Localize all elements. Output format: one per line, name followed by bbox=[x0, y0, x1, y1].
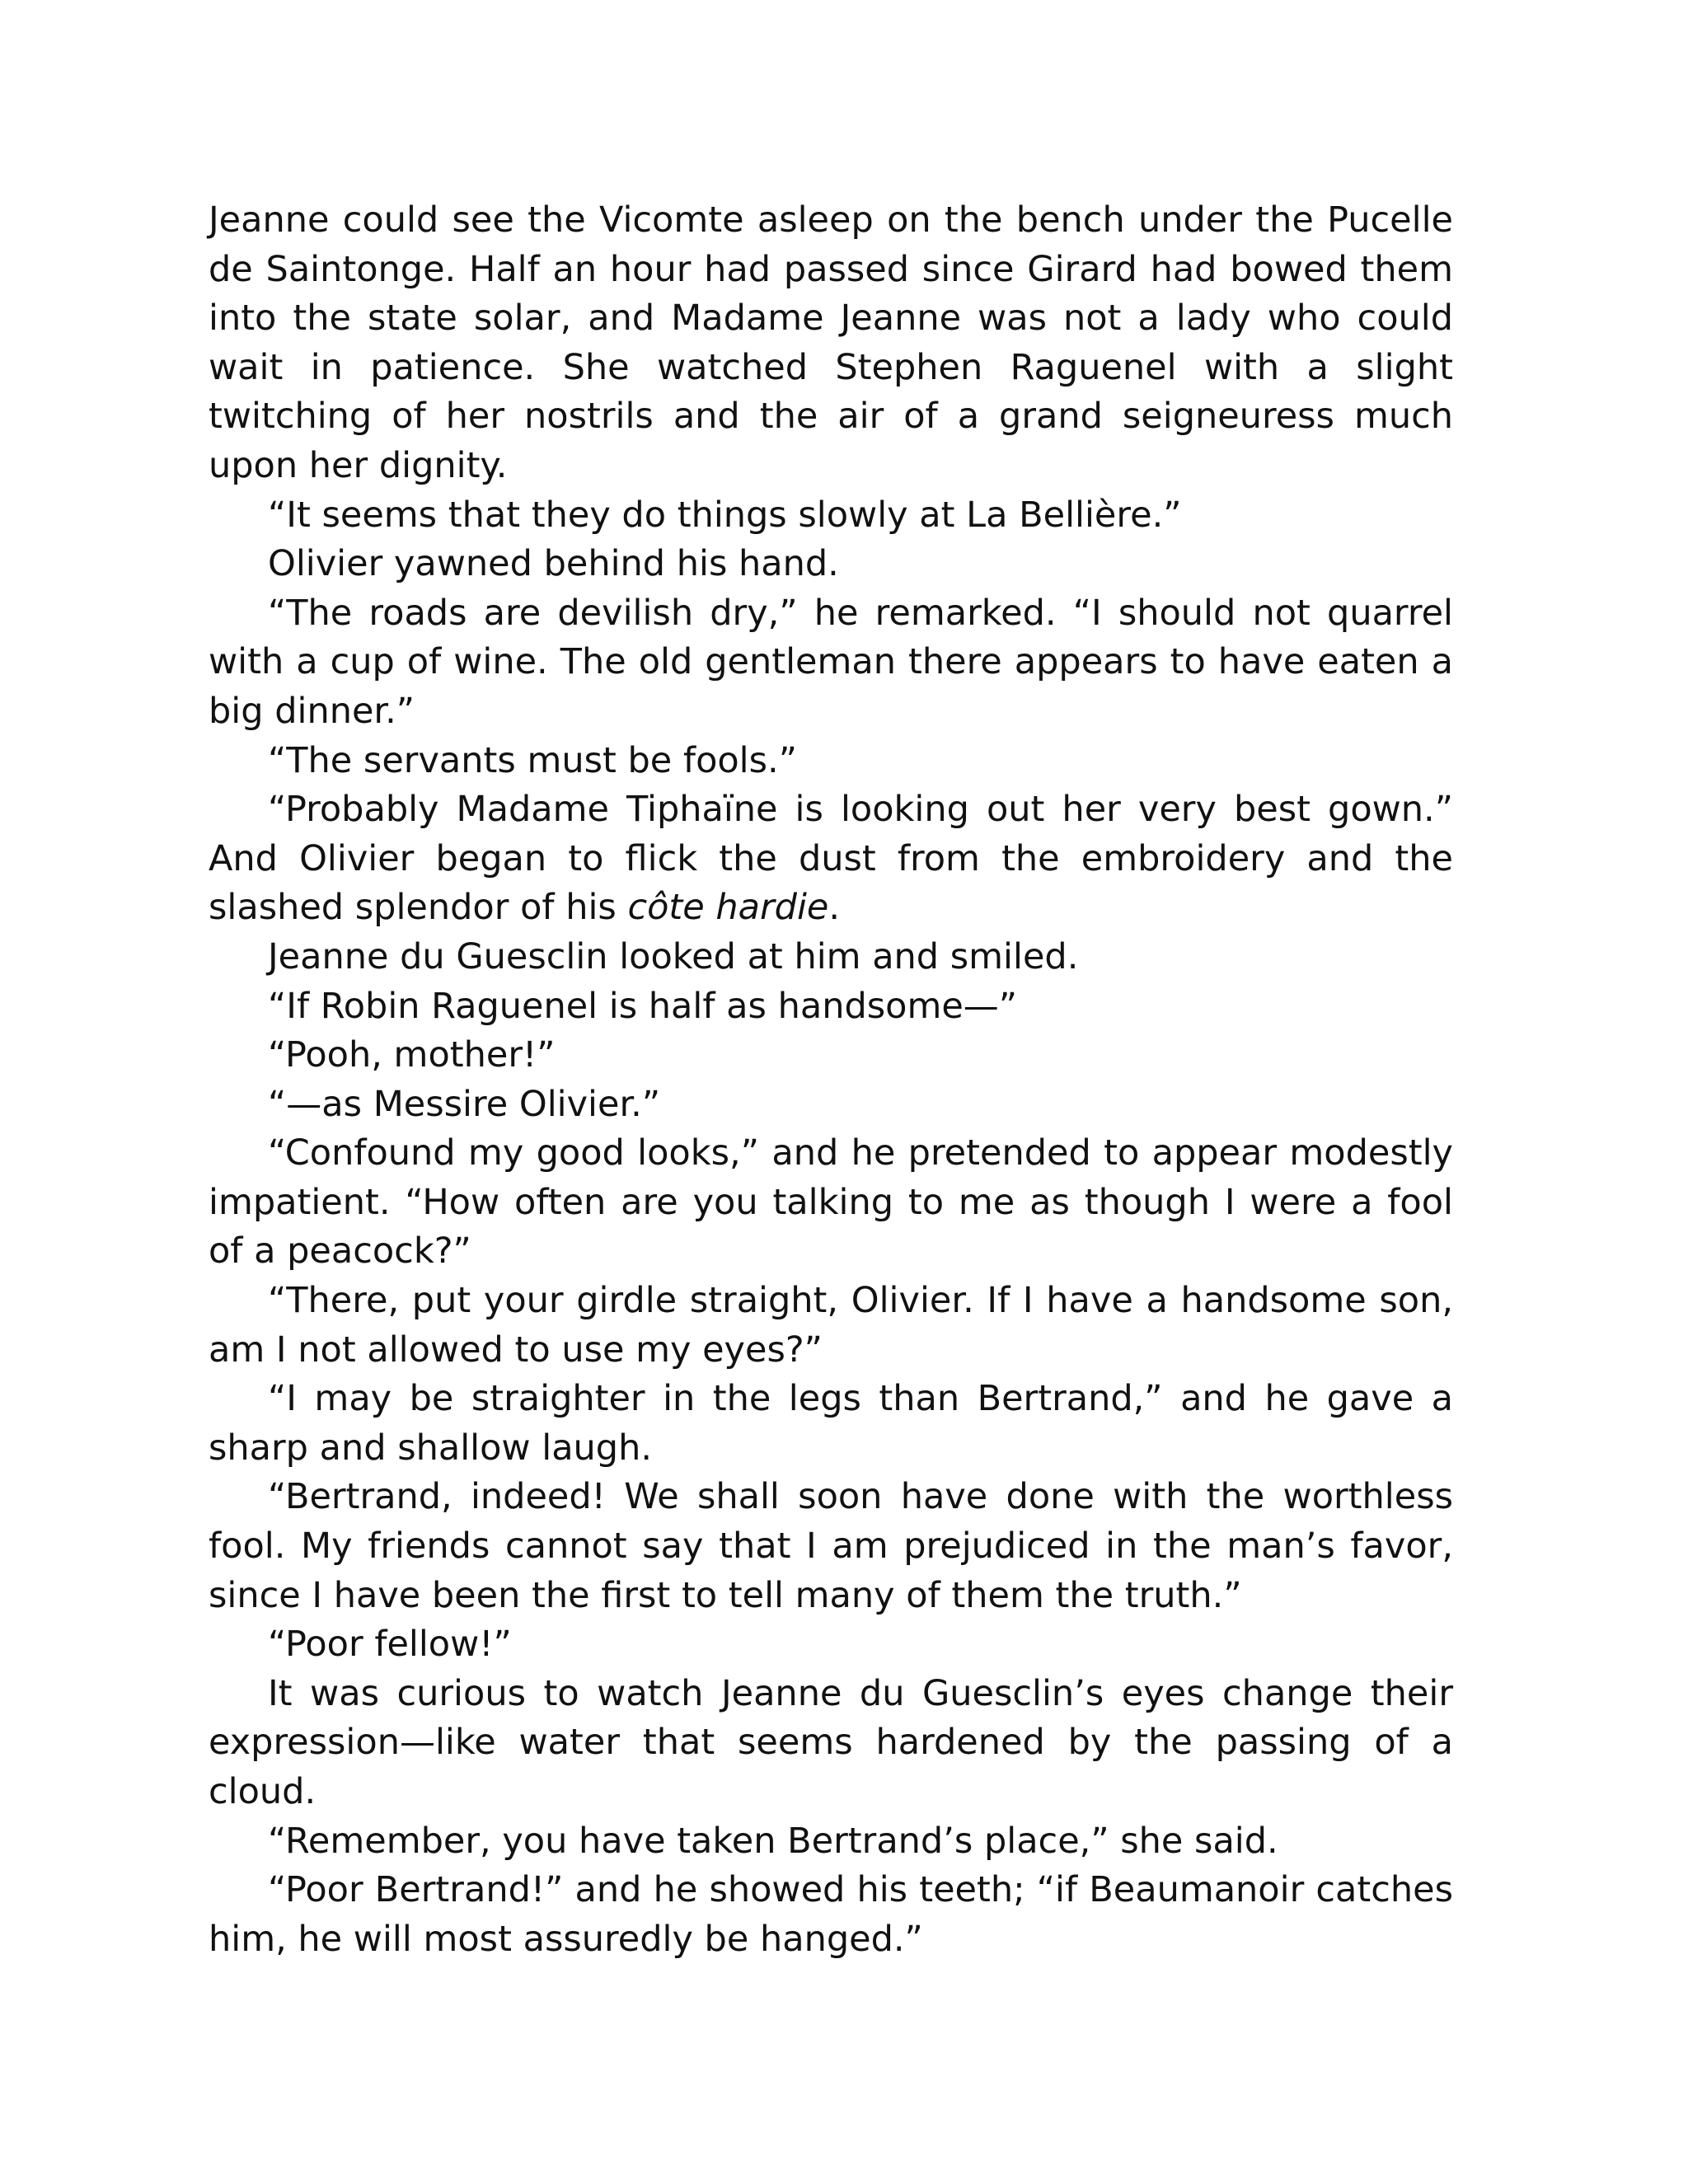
paragraph: “The roads are devilish dry,” he remarked. “I should not quarrel with a cup of wine. The old gentleman there appears to have eaten a big dinner.” bbox=[209, 592, 1453, 732]
paragraph: “It seems that they do things slowly at La Bellière.” bbox=[268, 494, 1182, 536]
paragraph-text: “Probably Madame Tiphaïne is looking out her very best gown.” And Olivier began to flick the dust from the embroidery and the slashed splendor of his bbox=[209, 789, 1453, 929]
italic-phrase: côte hardie bbox=[627, 887, 829, 929]
paragraph: “Remember, you have taken Bertrand’s place,” she said. bbox=[268, 1820, 1278, 1862]
page-body bbox=[209, 196, 1453, 1964]
paragraph: Olivier yawned behind his hand. bbox=[268, 543, 839, 585]
paragraph-punctuation: . bbox=[828, 887, 841, 929]
paragraph: “If Robin Raguenel is half as handsome—” bbox=[268, 985, 1018, 1027]
paragraph: “The servants must be fools.” bbox=[268, 739, 797, 781]
paragraph: “Pooh, mother!” bbox=[268, 1034, 556, 1076]
paragraph: “There, put your girdle straight, Olivier. If I have a handsome son, am I not allowed to use my eyes?” bbox=[209, 1280, 1453, 1371]
paragraph bbox=[209, 785, 1453, 933]
paragraph: “Poor fellow!” bbox=[268, 1624, 512, 1666]
paragraph: “Bertrand, indeed! We shall soon have done with the worthless fool. My friends cannot say that I am prejudiced in the man’s favor, since I have been the first to tell many of them the truth.” bbox=[209, 1476, 1453, 1616]
paragraph: “—as Messire Olivier.” bbox=[268, 1083, 661, 1125]
paragraph: “I may be straighter in the legs than Bertrand,” and he gave a sharp and shallow laugh. bbox=[209, 1378, 1453, 1469]
paragraph: Jeanne du Guesclin looked at him and smiled. bbox=[268, 935, 1079, 977]
paragraph: “Poor Bertrand!” and he showed his teeth; “if Beaumanoir catches him, he will most assuredly be hanged.” bbox=[209, 1869, 1453, 1960]
paragraph: “Confound my good looks,” and he pretended to appear modestly impatient. “How often are you talking to me as though I were a fool of a peacock?” bbox=[209, 1132, 1453, 1272]
paragraph: It was curious to watch Jeanne du Guesclin’s eyes change their expression—like water that seems hardened by the passing of a cloud. bbox=[209, 1672, 1453, 1812]
paragraph: Jeanne could see the Vicomte asleep on the bench under the Pucelle de Saintonge. Half an hour had passed since Girard had bowed them into the state solar, and Madame Jeanne was not a lady who could wait in patience. She watched Stephen Raguenel with a slight twitching of her nostrils and the air of a grand seigneuress much upon her dignity. bbox=[209, 199, 1453, 486]
